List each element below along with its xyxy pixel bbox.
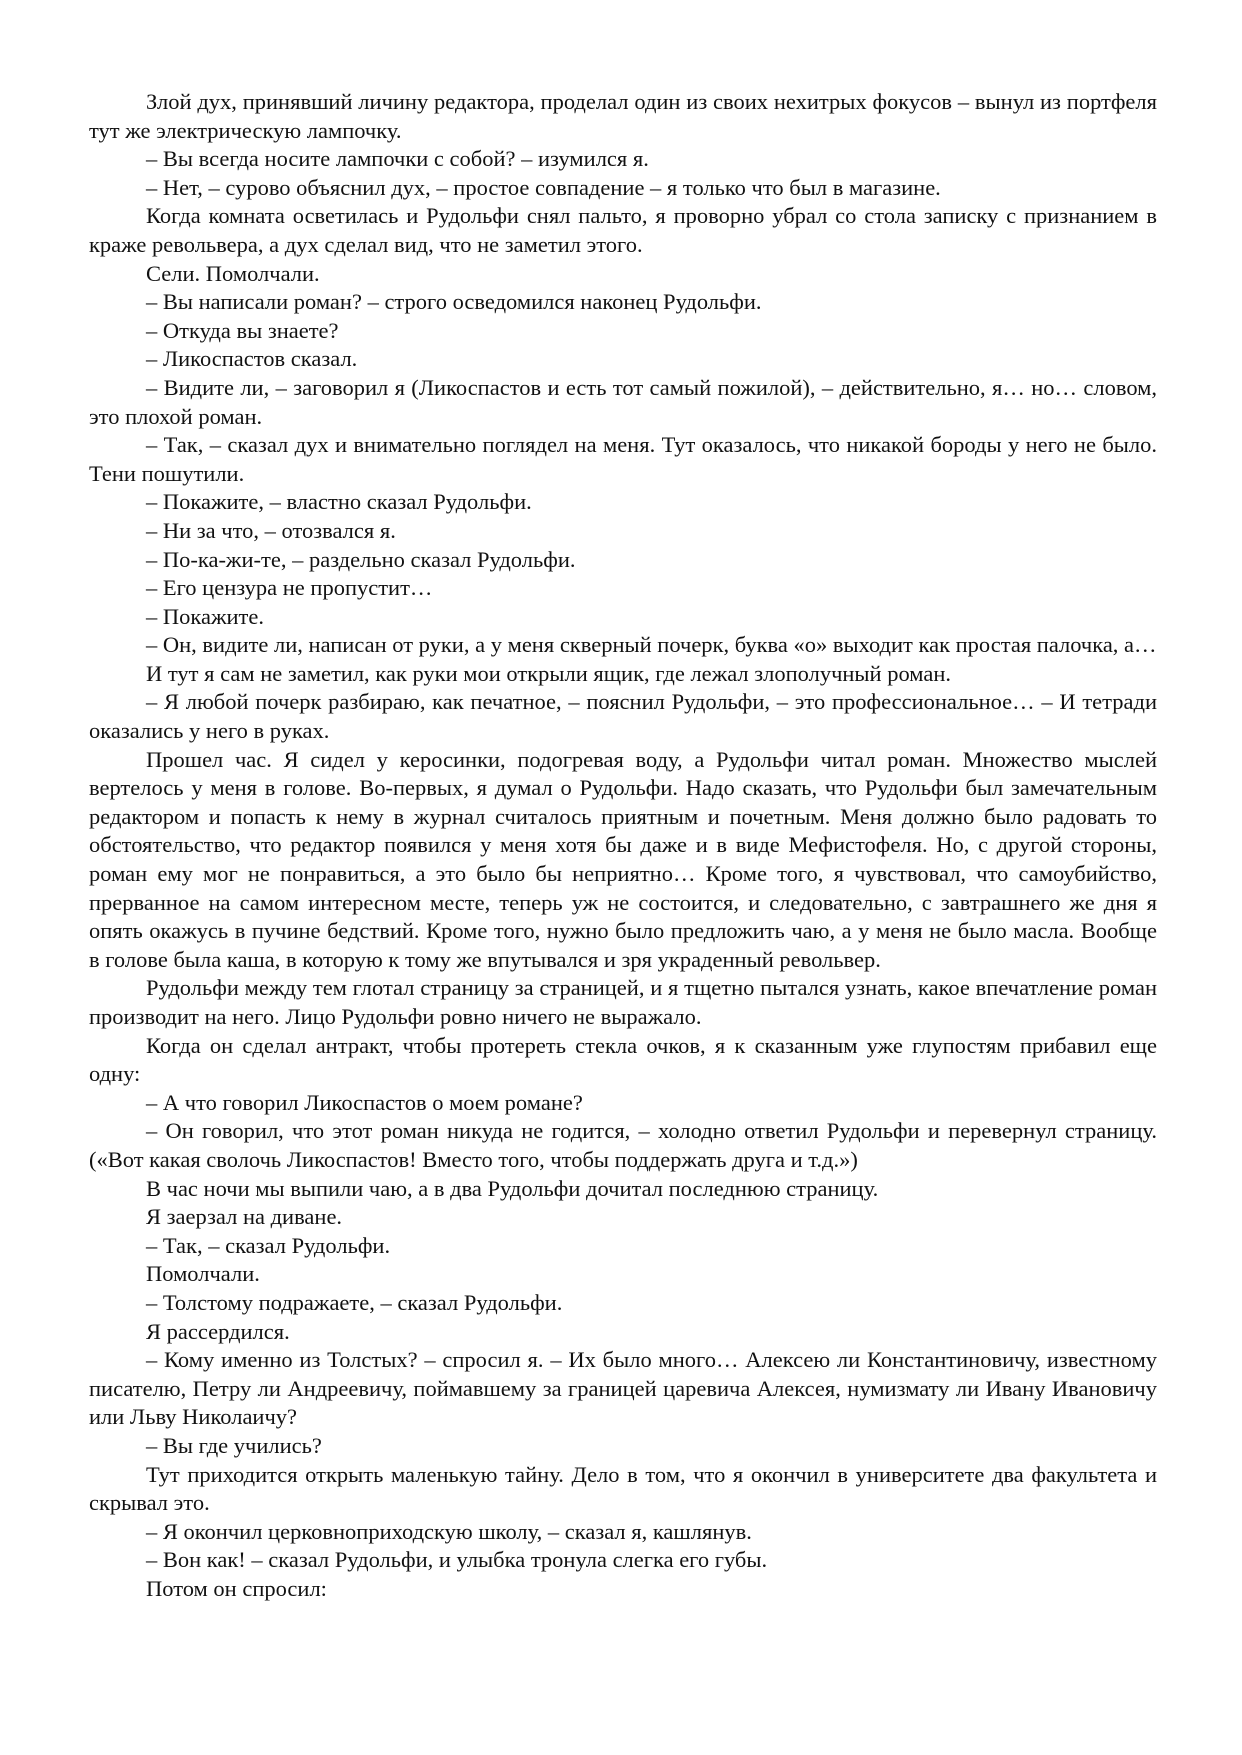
- paragraph: Злой дух, принявший личину редактора, проделал один из своих нехитрых фокусов – вынул из портфеля тут же электрическую лампочку.: [89, 89, 1157, 143]
- paragraph: Я рассердился.: [146, 1318, 290, 1344]
- paragraph: Я заерзал на диване.: [146, 1204, 343, 1230]
- paragraph: Когда комната осветилась и Рудольфи снял пальто, я проворно убрал со стола записку с признанием в краже револьвера, а дух сделал вид, что не заметил этого.: [89, 203, 1157, 257]
- paragraph: – Кому именно из Толстых? – спросил я. – Их было много… Алексею ли Константиновичу, известному писателю, Петру ли Андреевичу, поймавшему за границей царевича Алексея, нумизмату ли Ивану Ивановичу или Льву Николаичу?: [89, 1347, 1157, 1430]
- paragraph: – Вон как! – сказал Рудольфи, и улыбка тронула слегка его губы.: [146, 1547, 768, 1573]
- paragraph: И тут я сам не заметил, как руки мои открыли ящик, где лежал злополучный роман.: [146, 660, 952, 686]
- paragraph: – А что говорил Ликоспастов о моем романе?: [146, 1089, 583, 1115]
- paragraph: – Я окончил церковноприходскую школу, – сказал я, кашлянув.: [146, 1518, 752, 1544]
- paragraph: – Нет, – сурово объяснил дух, – простое совпадение – я только что был в магазине.: [146, 174, 941, 200]
- paragraph: – Его цензура не пропустит…: [146, 575, 433, 601]
- paragraph: Рудольфи между тем глотал страницу за страницей, и я тщетно пытался узнать, какое впечатление роман производит на него. Лицо Рудольфи ровно ничего не выражало.: [89, 975, 1157, 1029]
- paragraph: Когда он сделал антракт, чтобы протереть стекла очков, я к сказанным уже глупостям прибавил еще одну:: [89, 1032, 1157, 1087]
- paragraph: Потом он спросил:: [146, 1575, 327, 1601]
- paragraph: – Покажите.: [146, 603, 264, 629]
- paragraph: – По-ка-жи-те, – раздельно сказал Рудольфи.: [146, 546, 576, 572]
- paragraph: Тут приходится открыть маленькую тайну. Дело в том, что я окончил в университете два факультета и скрывал это.: [89, 1461, 1157, 1516]
- paragraph: – Вы всегда носите лампочки с собой? – изумился я.: [146, 146, 649, 172]
- paragraph: – Откуда вы знаете?: [146, 317, 339, 343]
- paragraph: – Так, – сказал дух и внимательно поглядел на меня. Тут оказалось, что никакой бороды у него не было. Тени пошутили.: [89, 432, 1157, 486]
- paragraph: Помолчали.: [146, 1261, 260, 1287]
- paragraph: – Вы где учились?: [146, 1432, 322, 1458]
- paragraph: – Толстому подражаете, – сказал Рудольфи.: [146, 1289, 563, 1315]
- paragraph: – Ни за что, – отозвался я.: [146, 517, 396, 543]
- paragraph: Сели. Помолчали.: [146, 260, 320, 286]
- paragraph: Прошел час. Я сидел у керосинки, подогревая воду, а Рудольфи читал роман. Множество мыслей вертелось у меня в голове. Во-первых, я думал о Рудольфи. Надо сказать, что Рудольфи был замечательным редактором и попасть к нему в журнал считалось приятным и почетным. Меня должно было радовать то обстоятельство, что редактор появился у меня хотя бы даже и в виде Мефистофеля. Но, с другой стороны, роман ему мог не понравиться, а это было бы неприятно… Кроме того, я чувствовал, что самоубийство, прерванное на самом интересном месте, теперь уж не состоится, и следовательно, с завтрашнего же дня я опять окажусь в пучине бедствий. Кроме того, нужно было предложить чаю, а у меня не было масла. Вообще в голове была каша, в которую к тому же впутывался и зря украденный револьвер.: [89, 746, 1157, 972]
- paragraph: В час ночи мы выпили чаю, а в два Рудольфи дочитал последнюю страницу.: [146, 1175, 879, 1201]
- document-page: [89, 88, 1157, 1603]
- paragraph: – Ликоспастов сказал.: [146, 346, 358, 372]
- paragraph: – Он говорил, что этот роман никуда не годится, – холодно ответил Рудольфи и перевернул страницу. («Вот какая сволочь Ликоспастов! Вместо того, чтобы поддержать друга и т.д.»): [89, 1118, 1157, 1172]
- paragraph: – Видите ли, – заговорил я (Ликоспастов и есть тот самый пожилой), – действительно, я… но… словом, это плохой роман.: [89, 374, 1157, 429]
- paragraph: – Покажите, – властно сказал Рудольфи.: [146, 489, 532, 515]
- paragraph: – Вы написали роман? – строго осведомился наконец Рудольфи.: [146, 289, 762, 315]
- paragraph: – Так, – сказал Рудольфи.: [146, 1232, 391, 1258]
- paragraph: – Я любой почерк разбираю, как печатное, – пояснил Рудольфи, – это профессиональное… – И тетради оказались у него в руках.: [89, 689, 1157, 744]
- paragraph: – Он, видите ли, написан от руки, а у меня скверный почерк, буква «о» выходит как простая палочка, а…: [146, 632, 1157, 658]
